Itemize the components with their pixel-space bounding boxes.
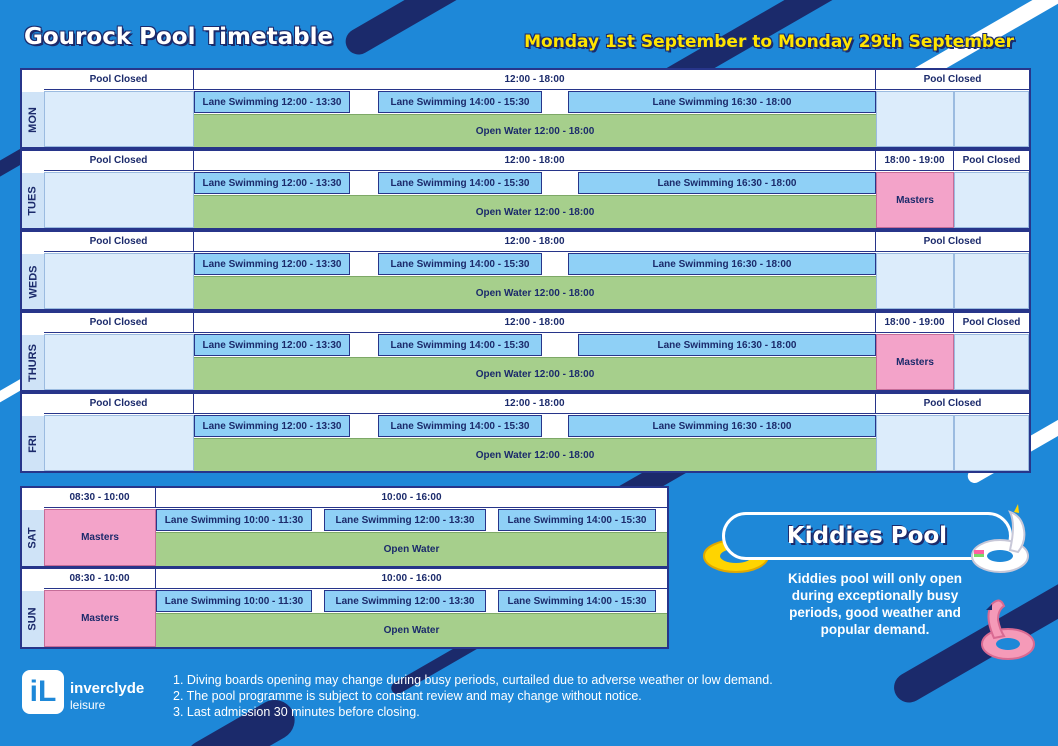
header-masters-time: 08:30 - 10:00 — [44, 488, 156, 508]
header-session-time: 10:00 - 16:00 — [156, 569, 667, 589]
day-label-text: MON — [27, 106, 40, 133]
header-session-time: 12:00 - 18:00 — [194, 313, 876, 333]
header-closed-right: Pool Closed — [954, 313, 1029, 333]
closed-area-right — [876, 91, 954, 147]
header-closed-right: Pool Closed — [876, 232, 1029, 252]
header-session-time: 12:00 - 18:00 — [194, 232, 876, 252]
open-water-session: Open Water 12:00 - 18:00 — [194, 438, 876, 471]
note-item: 2. The pool programme is subject to constant review and may change without notice. — [173, 689, 642, 703]
kiddies-pool-text: Kiddies pool will only open during exceptionally busy periods, good weather and popular demand. — [787, 571, 962, 637]
day-label — [22, 416, 45, 471]
day-label-text: SUN — [27, 607, 40, 631]
masters-session: Masters — [44, 590, 156, 647]
header-session-time: 10:00 - 16:00 — [156, 488, 667, 508]
lane-swimming-session: Lane Swimming 14:00 - 15:30 — [378, 91, 542, 113]
day-block-sat — [20, 486, 669, 568]
header-closed-left: Pool Closed — [44, 313, 194, 333]
day-block-sun — [20, 567, 669, 649]
page-title: Gourock Pool Timetable — [24, 24, 334, 50]
closed-area-left — [44, 91, 194, 147]
logo-mark: iL — [22, 670, 64, 714]
header-masters-time: 08:30 - 10:00 — [44, 569, 156, 589]
closed-area-right — [954, 415, 1029, 471]
lane-swimming-session: Lane Swimming 16:30 - 18:00 — [578, 334, 876, 356]
day-label — [22, 510, 45, 566]
note-item: 1. Diving boards opening may change during busy periods, curtailed due to adverse weather or low demand. — [173, 673, 773, 687]
lane-swimming-session: Lane Swimming 14:00 - 15:30 — [498, 509, 656, 531]
header-closed-left: Pool Closed — [44, 232, 194, 252]
lane-swimming-session: Lane Swimming 12:00 - 13:30 — [194, 172, 350, 194]
header-masters-time: 18:00 - 19:00 — [876, 313, 954, 333]
closed-area-left — [44, 253, 194, 309]
header-closed-left: Pool Closed — [44, 394, 194, 414]
day-label — [22, 173, 45, 228]
day-block-mon — [20, 68, 1031, 149]
closed-area-right — [954, 253, 1029, 309]
day-block-tues — [20, 149, 1031, 230]
day-label — [22, 591, 45, 647]
day-label — [22, 335, 45, 390]
open-water-session: Open Water 12:00 - 18:00 — [194, 276, 876, 309]
lane-swimming-session: Lane Swimming 16:30 - 18:00 — [568, 415, 876, 437]
day-label-text: SAT — [27, 527, 39, 549]
day-label — [22, 254, 45, 309]
lane-swimming-session: Lane Swimming 14:00 - 15:30 — [378, 172, 542, 194]
closed-area-right — [954, 172, 1029, 228]
header-closed-right: Pool Closed — [954, 151, 1029, 171]
lane-swimming-session: Lane Swimming 12:00 - 13:30 — [194, 334, 350, 356]
header-session-time: 12:00 - 18:00 — [194, 151, 876, 171]
lane-swimming-session: Lane Swimming 14:00 - 15:30 — [378, 415, 542, 437]
header-closed-right: Pool Closed — [876, 394, 1029, 414]
unicorn-float-icon — [970, 504, 1032, 576]
header-session-time: 12:00 - 18:00 — [194, 394, 876, 414]
day-label-text: FRI — [26, 434, 39, 453]
open-water-session: Open Water 12:00 - 18:00 — [194, 357, 876, 390]
lane-swimming-session: Lane Swimming 12:00 - 13:30 — [324, 509, 486, 531]
closed-area-left — [44, 415, 194, 471]
day-block-weds — [20, 230, 1031, 311]
lane-swimming-session: Lane Swimming 10:00 - 11:30 — [156, 509, 312, 531]
day-label-text: THURS — [27, 343, 40, 382]
kiddies-pool-title: Kiddies Pool — [722, 512, 1012, 560]
lane-swimming-session: Lane Swimming 14:00 - 15:30 — [498, 590, 656, 612]
closed-area-right — [876, 253, 954, 309]
day-block-thurs — [20, 311, 1031, 392]
closed-area-left — [44, 334, 194, 390]
lane-swimming-session: Lane Swimming 16:30 - 18:00 — [568, 91, 876, 113]
masters-session: Masters — [876, 172, 954, 228]
closed-area-left — [44, 172, 194, 228]
day-label-text: TUES — [27, 185, 39, 216]
lane-swimming-session: Lane Swimming 12:00 - 13:30 — [324, 590, 486, 612]
masters-session: Masters — [44, 509, 156, 566]
notes — [173, 672, 773, 720]
closed-area-right — [954, 334, 1029, 390]
lane-swimming-session: Lane Swimming 12:00 - 13:30 — [194, 253, 350, 275]
lane-swimming-session: Lane Swimming 14:00 - 15:30 — [378, 253, 542, 275]
lane-swimming-session: Lane Swimming 16:30 - 18:00 — [568, 253, 876, 275]
logo-name: inverclyde — [70, 680, 145, 697]
header-closed-left: Pool Closed — [44, 70, 194, 90]
open-water-session: Open Water — [156, 532, 667, 566]
header-masters-time: 18:00 - 19:00 — [876, 151, 954, 171]
open-water-session: Open Water 12:00 - 18:00 — [194, 114, 876, 147]
flamingo-float-icon — [976, 594, 1036, 664]
lane-swimming-session: Lane Swimming 12:00 - 13:30 — [194, 91, 350, 113]
header-session-time: 12:00 - 18:00 — [194, 70, 876, 90]
logo-sub: leisure — [70, 698, 106, 712]
closed-area-right — [876, 415, 954, 471]
lane-swimming-session: Lane Swimming 16:30 - 18:00 — [578, 172, 876, 194]
open-water-session: Open Water — [156, 613, 667, 647]
day-label-text: WEDS — [27, 265, 39, 298]
day-block-fri — [20, 392, 1031, 473]
day-label — [22, 92, 45, 147]
masters-session: Masters — [876, 334, 954, 390]
open-water-session: Open Water 12:00 - 18:00 — [194, 195, 876, 228]
date-range: Monday 1st September to Monday 29th September — [524, 32, 1014, 52]
note-item: 3. Last admission 30 minutes before closing. — [173, 705, 420, 719]
lane-swimming-session: Lane Swimming 10:00 - 11:30 — [156, 590, 312, 612]
lane-swimming-session: Lane Swimming 14:00 - 15:30 — [378, 334, 542, 356]
closed-area-right — [954, 91, 1029, 147]
lane-swimming-session: Lane Swimming 12:00 - 13:30 — [194, 415, 350, 437]
header-closed-right: Pool Closed — [876, 70, 1029, 90]
header-closed-left: Pool Closed — [44, 151, 194, 171]
